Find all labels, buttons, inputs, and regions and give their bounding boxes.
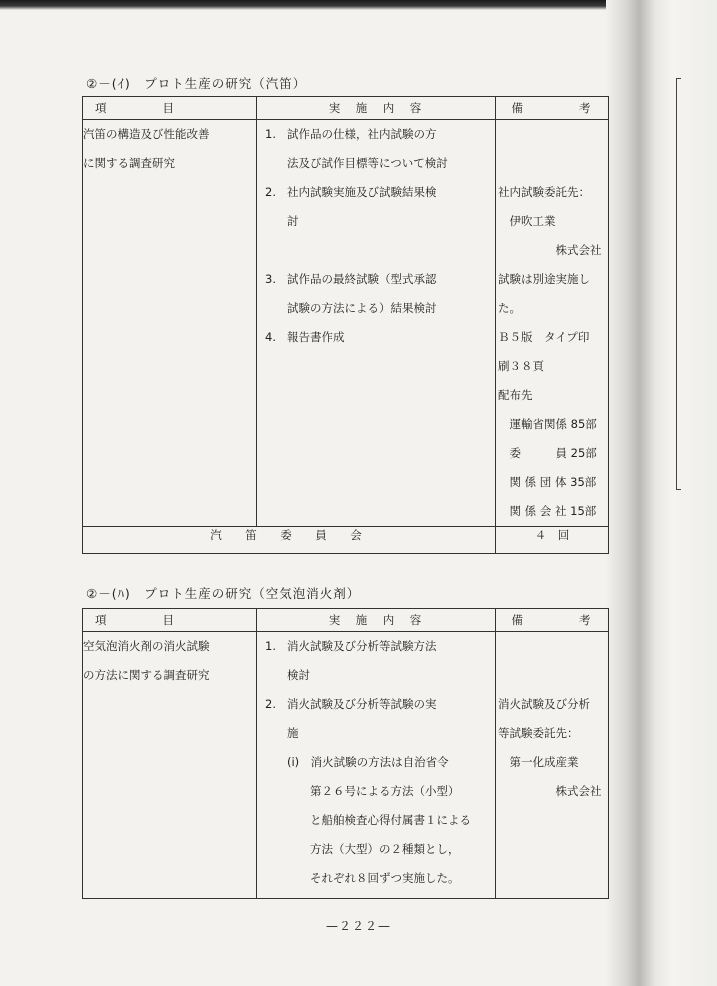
section1-remarks-line: 委 員 25部: [498, 446, 597, 460]
section1-remarks-line: 株式会社: [498, 243, 602, 257]
section1-footer-label: 汽 笛 委 員 会: [83, 527, 496, 554]
section2-content-line: 方法（大型）の２種類とし，: [287, 842, 460, 856]
section2-header-content: 実 施 内 容: [257, 609, 496, 632]
section1-content-line: 3. 試作品の最終試験（型式承認: [265, 272, 437, 286]
section1-remarks-line: 社内試験委託先：: [498, 185, 590, 199]
section2-remarks-line: 第一化成産業: [498, 755, 579, 769]
section1-content-cell: [257, 120, 496, 527]
section1-title: ②－(ｲ) プロト生産の研究（汽笛）: [86, 76, 307, 91]
section1-table: [82, 96, 609, 554]
section1-content-line: 試験の方法による）結果検討: [287, 301, 437, 315]
section2-content-line: 2. 消火試験及び分析等試験の実: [265, 697, 437, 711]
section2-content-line: (i) 消火試験の方法は自治省令: [287, 755, 449, 769]
section1-remarks-line: 伊吹工業: [498, 214, 556, 228]
section2-item-line: 空気泡消火剤の消火試験: [83, 639, 210, 653]
section1-content-line: 2. 社内試験実施及び試験結果検: [265, 185, 437, 199]
section2-remarks-line: 消火試験及び分析: [498, 697, 590, 711]
binding-bracket-top: [676, 78, 681, 490]
section1-remarks-line: 関 係 団 体 35部: [498, 475, 597, 489]
section1-content-line: 4. 報告書作成: [265, 330, 345, 344]
section2-content-line: 施: [287, 726, 299, 740]
section1-content-line: 1. 試作品の仕様，社内試験の方: [265, 127, 437, 141]
section2-content-line: 1. 消火試験及び分析等試験方法: [265, 639, 437, 653]
section2-title: ②－(ﾊ) プロト生産の研究（空気泡消火剤）: [86, 586, 361, 601]
section1-remarks-cell: [496, 120, 609, 527]
section2-remarks-cell: [496, 632, 609, 899]
section2-content-line: と船舶検査心得付属書１による: [287, 813, 471, 827]
page-number: —２２２—: [325, 919, 391, 933]
section1-footer-value: ４ 回: [496, 527, 609, 554]
section1-header-content: 実 施 内 容: [257, 97, 496, 120]
section1-item-cell: [83, 120, 257, 527]
section1-header-item: 項 目: [83, 97, 257, 120]
section1-remarks-line: 運輸省関係 85部: [498, 417, 597, 431]
section1-item-line: に関する調査研究: [83, 156, 175, 170]
section2-header-item: 項 目: [83, 609, 257, 632]
page-binding-shadow: [606, 0, 717, 986]
section1-content-line: 法及び試作目標等について検討: [287, 156, 448, 170]
section2-remarks-line: [498, 632, 608, 661]
section2-content-line: 第２６号による方法（小型）: [287, 784, 460, 798]
section1-header-remarks: 備 考: [496, 97, 609, 120]
section1-remarks-line: 配布先: [498, 388, 533, 402]
section2-item-cell: [83, 632, 257, 899]
section2-remarks-line: 株式会社: [498, 784, 602, 798]
section1-remarks-line: 関 係 会 社 15部: [498, 504, 597, 518]
section1-remarks-line: [498, 120, 608, 149]
section2-item-line: の方法に関する調査研究: [83, 668, 210, 682]
section1-content-line: [265, 236, 495, 265]
section2-table: [82, 608, 609, 899]
section2-remarks-line: 等試験委託先：: [498, 726, 579, 740]
section1-content-line: 討: [287, 214, 299, 228]
section1-remarks-line: 刷３８頁: [498, 359, 544, 373]
section1-remarks-line: [498, 149, 608, 178]
section2-remarks-line: [498, 661, 608, 690]
section2-content-line: 検討: [287, 668, 310, 682]
section2-content-line: それぞれ８回ずつ実施した。: [287, 871, 460, 885]
section2-content-cell: [257, 632, 496, 899]
section1-remarks-line: た。: [498, 301, 521, 315]
section1-remarks-line: 試験は別途実施し: [498, 272, 590, 286]
section1-item-line: 汽笛の構造及び性能改善: [83, 127, 210, 141]
section2-header-remarks: 備 考: [496, 609, 609, 632]
section1-remarks-line: Ｂ５版 タイプ印: [498, 330, 590, 344]
